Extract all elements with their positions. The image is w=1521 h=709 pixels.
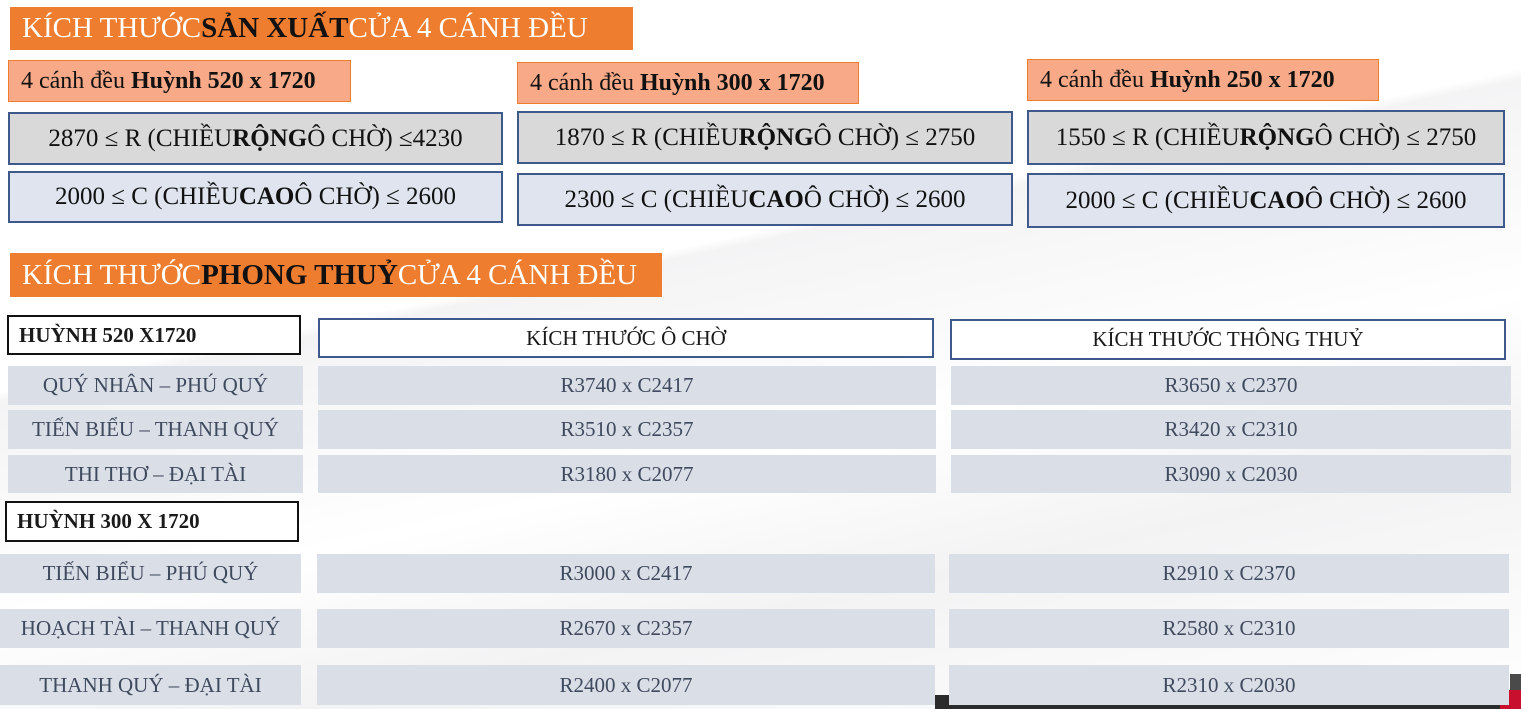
row-clear-size: R2580 x C2310 <box>949 609 1509 648</box>
product-label-model: Huỳnh 250 x 1720 <box>1149 66 1335 93</box>
section-title-text: KÍCH THƯỚC <box>22 12 202 44</box>
section-title-text: CỬA 4 CÁNH ĐỀU <box>397 258 638 291</box>
range-text: 2870 ≤ R (CHIỀU <box>48 124 233 152</box>
range-text: Ô CHỜ) ≤ 2600 <box>803 185 966 213</box>
height-range <box>517 173 1013 226</box>
row-rough-size: R2400 x C2077 <box>317 665 935 705</box>
row-name: TIẾN BIỂU – THANH QUÝ <box>8 410 303 449</box>
range-emphasis: RỘNG <box>232 124 308 152</box>
width-range <box>517 111 1013 164</box>
range-text: 1870 ≤ R (CHIỀU <box>554 123 739 151</box>
row-name: THANH QUÝ – ĐẠI TÀI <box>0 665 301 705</box>
section-title-emphasis: SẢN XUẤT <box>201 12 349 44</box>
group-label: HUỲNH 520 X1720 <box>7 315 301 355</box>
footer-accent-grey <box>1510 674 1521 690</box>
range-text: 1550 ≤ R (CHIỀU <box>1055 123 1240 151</box>
row-name: TIẾN BIỂU – PHÚ QUÝ <box>0 554 301 593</box>
row-clear-size: R2910 x C2370 <box>949 554 1509 593</box>
section-title-emphasis: PHONG THUỶ <box>201 258 398 291</box>
row-name: THI THƠ – ĐẠI TÀI <box>8 455 303 493</box>
column-header-rough-opening: KÍCH THƯỚC Ô CHỜ <box>318 318 934 358</box>
width-range <box>8 112 503 165</box>
range-emphasis: RỘNG <box>1239 123 1315 151</box>
product-label-model: Huỳnh 520 x 1720 <box>130 67 316 94</box>
row-clear-size: R2310 x C2030 <box>949 665 1509 705</box>
row-name: QUÝ NHÂN – PHÚ QUÝ <box>8 366 303 405</box>
row-rough-size: R3000 x C2417 <box>317 554 935 593</box>
row-name: HOẠCH TÀI – THANH QUÝ <box>0 609 301 648</box>
height-range <box>8 171 503 223</box>
section-title-text: CỬA 4 CÁNH ĐỀU <box>348 12 588 44</box>
row-clear-size: R3650 x C2370 <box>951 366 1511 405</box>
section-title-production <box>10 7 633 50</box>
product-label-text: 4 cánh đều <box>530 69 634 96</box>
row-rough-size: R3510 x C2357 <box>318 410 936 449</box>
range-emphasis: RỘNG <box>738 123 814 151</box>
height-range <box>1027 173 1505 228</box>
range-text: 2300 ≤ C (CHIỀU <box>564 185 749 213</box>
range-text: 2000 ≤ C (CHIỀU <box>1065 186 1250 214</box>
range-emphasis: CAO <box>748 185 804 213</box>
product-label-text: 4 cánh đều <box>21 67 125 94</box>
row-rough-size: R3180 x C2077 <box>318 455 936 493</box>
range-text: Ô CHỜ) ≤ 2750 <box>813 123 976 151</box>
range-emphasis: CAO <box>1249 186 1305 214</box>
row-rough-size: R2670 x C2357 <box>317 609 935 648</box>
column-header-clear-opening: KÍCH THƯỚC THÔNG THUỶ <box>950 319 1506 360</box>
row-clear-size: R3420 x C2310 <box>951 410 1511 449</box>
product-label-text: 4 cánh đều <box>1040 66 1144 93</box>
range-text: 2000 ≤ C (CHIỀU <box>54 183 239 210</box>
range-text: Ô CHỜ) ≤ 2750 <box>1314 123 1477 151</box>
product-label <box>1027 59 1379 101</box>
width-range <box>1027 110 1505 165</box>
row-rough-size: R3740 x C2417 <box>318 366 936 405</box>
row-clear-size: R3090 x C2030 <box>951 455 1511 493</box>
range-emphasis: CAO <box>238 183 295 210</box>
section-title-feng-shui <box>10 253 662 297</box>
section-title-text: KÍCH THƯỚC <box>22 258 202 291</box>
range-text: Ô CHỜ) ≤ 2600 <box>294 183 457 210</box>
product-label <box>517 62 859 104</box>
range-text: Ô CHỜ) ≤4230 <box>307 124 463 152</box>
product-label <box>8 60 351 102</box>
group-label: HUỲNH 300 X 1720 <box>5 501 299 542</box>
product-label-model: Huỳnh 300 x 1720 <box>639 69 825 96</box>
range-text: Ô CHỜ) ≤ 2600 <box>1304 186 1467 214</box>
